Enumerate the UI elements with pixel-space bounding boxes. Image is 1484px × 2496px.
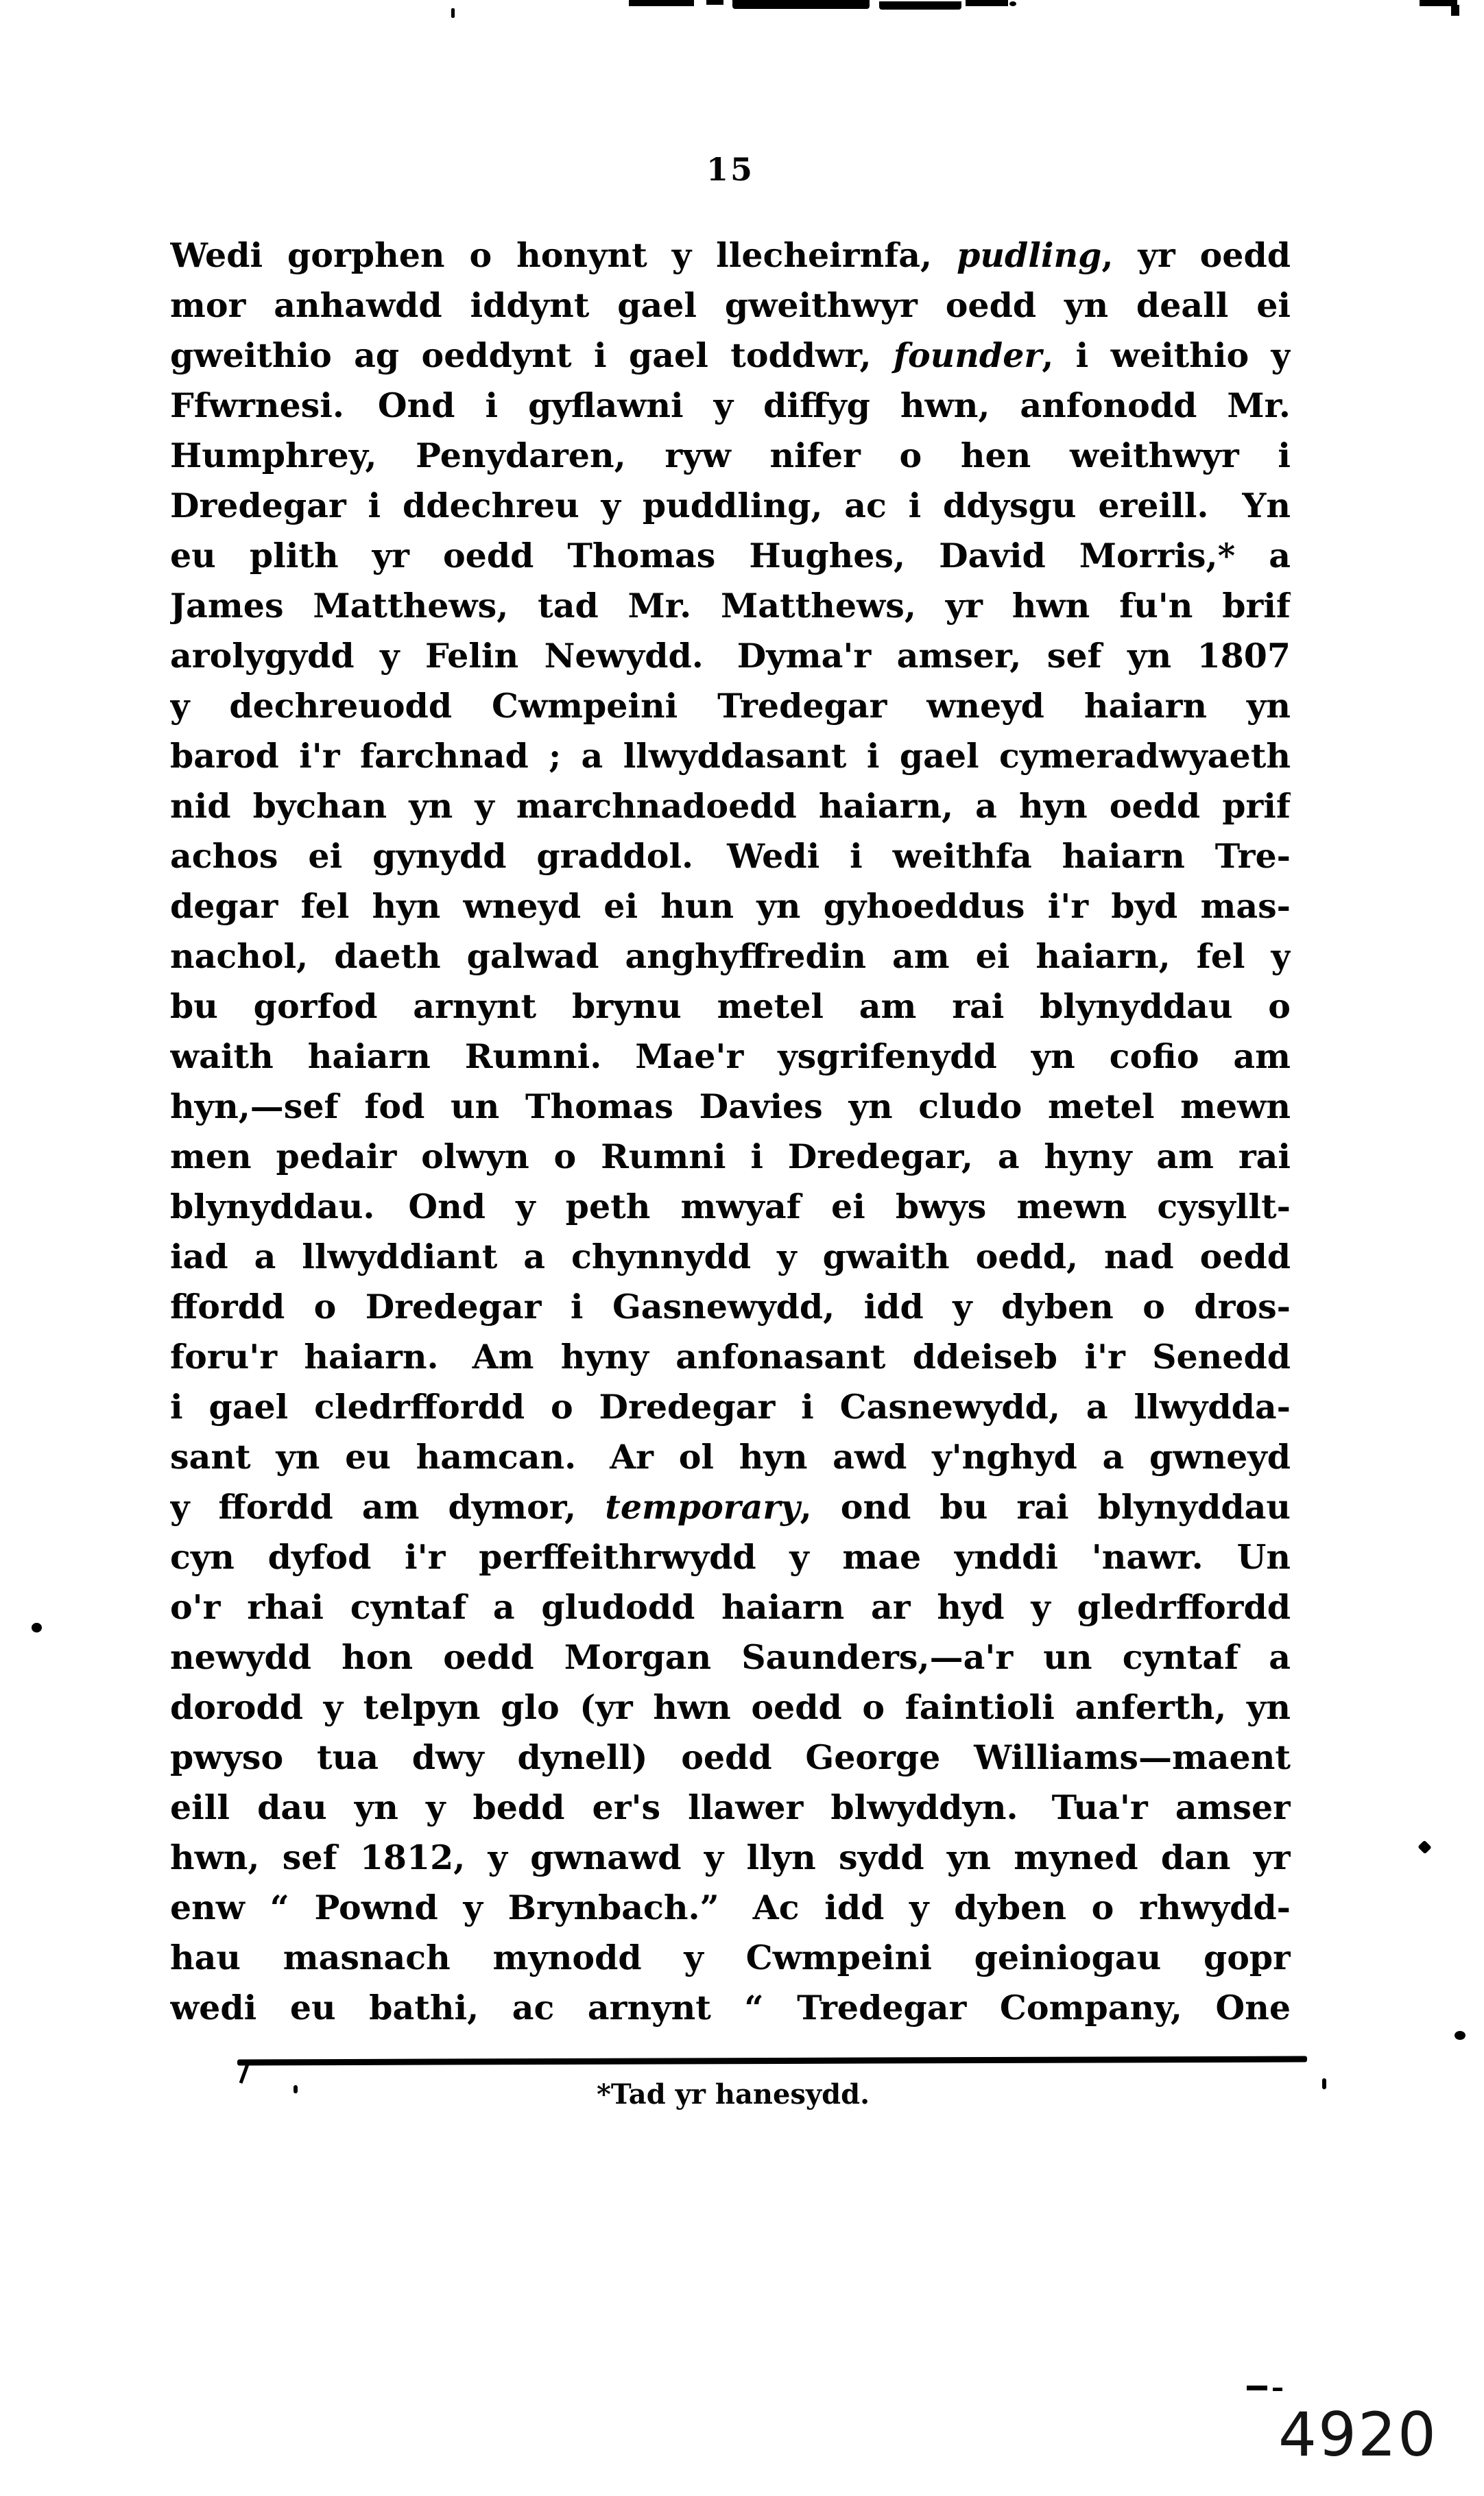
text-line: y dechreuodd Cwmpeini Tredegar wneyd haiarn yn — [170, 686, 1291, 726]
ink-smudge — [966, 0, 1008, 6]
ink-speck — [32, 1623, 42, 1632]
text-line: newydd hon oedd Morgan Saunders,—a'r un cyntaf a — [170, 1637, 1291, 1677]
text-line: wedi eu bathi, ac arnynt “ Tredegar Company, One — [170, 1988, 1291, 2028]
text-line: hwn, sef 1812, y gwnawd y llyn sydd yn myned dan yr — [170, 1838, 1291, 1877]
text-line: eill dau yn y bedd er's llawer blwyddyn. Tua'r amser — [170, 1787, 1291, 1827]
text-line: enw “ Pownd y Brynbach.” Ac idd y dyben o rhwydd- — [170, 1888, 1291, 1927]
text-line: o'r rhai cyntaf a gludodd haiarn ar hyd y gledrffordd — [170, 1587, 1291, 1627]
text-line: y ffordd am dymor, temporary, ond bu rai blynyddau — [170, 1487, 1291, 1527]
text-line: ffordd o Dredegar i Gasnewydd, idd y dyben o dros- — [170, 1287, 1291, 1327]
ink-speck — [1322, 2078, 1326, 2089]
text-line: waith haiarn Rumni. Mae'r ysgrifenydd yn cofio am — [170, 1036, 1291, 1076]
ink-smudge — [732, 0, 870, 9]
ink-speck — [1273, 2388, 1282, 2391]
text-line: mor anhawdd iddynt gael gweithwyr oedd yn deall ei — [170, 285, 1291, 325]
text-line: i gael cledrffordd o Dredegar i Casnewydd, a llwydda- — [170, 1387, 1291, 1427]
ink-smudge — [706, 0, 723, 5]
text-line: achos ei gynydd graddol. Wedi i weithfa haiarn Tre- — [170, 836, 1291, 876]
text-line: sant yn eu hamcan. Ar ol hyn awd y'nghyd a gwneyd — [170, 1437, 1291, 1477]
text-line: gweithio ag oeddynt i gael toddwr, founder, i weithio y — [170, 335, 1291, 375]
text-line: barod i'r farchnad ; a llwyddasant i gael cymeradwyaeth — [170, 736, 1291, 776]
text-line: men pedair olwyn o Rumni i Dredegar, a hyny am rai — [170, 1137, 1291, 1176]
text-line: eu plith yr oedd Thomas Hughes, David Morris,* a — [170, 536, 1291, 575]
footnote-text: *Tad yr hanesydd. — [596, 2078, 870, 2111]
footnote-divider — [237, 2056, 1307, 2066]
ink-smudge — [1009, 1, 1016, 6]
text-line: arolygydd y Felin Newydd. Dyma'r amser, sef yn 1807 — [170, 636, 1291, 676]
text-line: James Matthews, tad Mr. Matthews, yr hwn fu'n brif — [170, 586, 1291, 626]
text-line: nid bychan yn y marchnadoedd haiarn, a hyn oedd prif — [170, 786, 1291, 826]
text-line: Humphrey, Penydaren, ryw nifer o hen weithwyr i — [170, 436, 1291, 475]
text-line: Dredegar i ddechreu y puddling, ac i ddysgu ereill. Yn — [170, 486, 1291, 525]
ink-smudge — [1451, 5, 1459, 16]
ink-smudge — [879, 1, 961, 10]
text-line: hau masnach mynodd y Cwmpeini geiniogau gopr — [170, 1938, 1291, 1977]
text-line: bu gorfod arnynt brynu metel am rai blynyddau o — [170, 986, 1291, 1026]
text-line: hyn,—sef fod un Thomas Davies yn cludo metel mewn — [170, 1086, 1291, 1126]
body-text — [170, 230, 1291, 2033]
text-line: blynyddau. Ond y peth mwyaf ei bwys mewn cysyllt- — [170, 1187, 1291, 1226]
ink-smudge — [629, 0, 694, 6]
text-line: degar fel hyn wneyd ei hun yn gyhoeddus i'r byd mas- — [170, 886, 1291, 926]
text-line: Ffwrnesi. Ond i gyflawni y diffyg hwn, anfonodd Mr. — [170, 385, 1291, 425]
text-line: iad a llwyddiant a chynnydd y gwaith oedd, nad oedd — [170, 1237, 1291, 1276]
ink-speck — [1455, 2031, 1465, 2040]
text-line: pwyso tua dwy dynell) oedd George Williams—maent — [170, 1737, 1291, 1777]
ink-speck — [1247, 2386, 1267, 2390]
ink-speck — [1417, 1840, 1432, 1855]
text-line: foru'r haiarn. Am hyny anfonasant ddeiseb i'r Senedd — [170, 1337, 1291, 1377]
text-line: Wedi gorphen o honynt y llecheirnfa, pudling, yr oedd — [170, 235, 1291, 275]
text-line: nachol, daeth galwad anghyffredin am ei haiarn, fel y — [170, 936, 1291, 976]
ink-smudge — [451, 8, 455, 18]
page-number: 15 — [706, 151, 754, 188]
scan-index-number: 4920 — [1278, 2399, 1437, 2470]
text-line: cyn dyfod i'r perffeithrwydd y mae ynddi 'nawr. Un — [170, 1537, 1291, 1577]
text-line: dorodd y telpyn glo (yr hwn oedd o faintioli anferth, yn — [170, 1687, 1291, 1727]
